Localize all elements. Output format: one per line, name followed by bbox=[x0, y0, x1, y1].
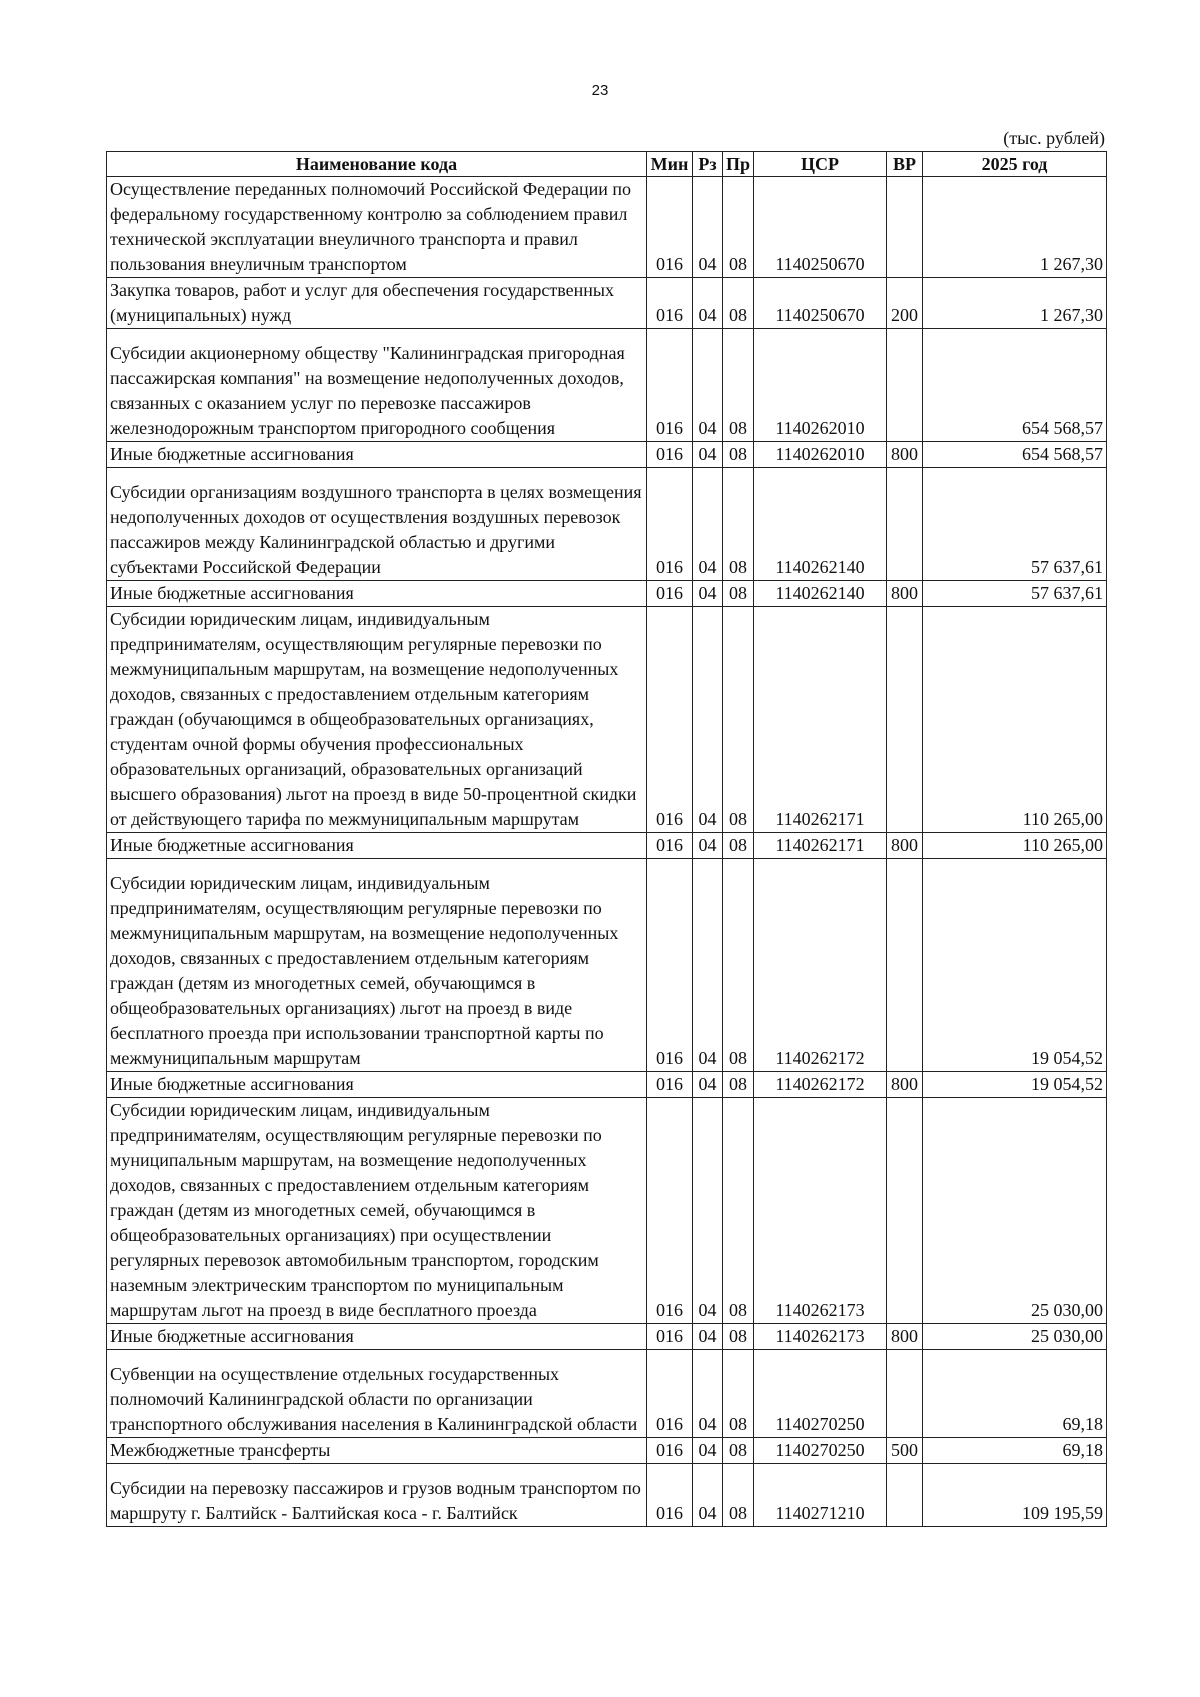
cell-min: 016 bbox=[647, 468, 693, 581]
cell-rz: 04 bbox=[693, 442, 723, 468]
table-row bbox=[107, 833, 1107, 859]
cell-min: 016 bbox=[647, 177, 693, 278]
cell-vr: 800 bbox=[887, 581, 923, 607]
cell-csr: 1140262172 bbox=[754, 1072, 887, 1098]
cell-rz: 04 bbox=[693, 1098, 723, 1324]
table-row bbox=[107, 1324, 1107, 1350]
page-number: 23 bbox=[591, 82, 609, 99]
cell-amount: 57 637,61 bbox=[923, 581, 1107, 607]
cell-name: Субсидии организациям воздушного транспорта в целях возмещения недополученных доходов от осуществления воздушных перевозок пассажиров между Калининградской областью и другими субъектами Российской Федерации bbox=[107, 468, 647, 581]
cell-csr: 1140262173 bbox=[754, 1098, 887, 1324]
cell-vr: 800 bbox=[887, 442, 923, 468]
cell-min: 016 bbox=[647, 442, 693, 468]
table-row bbox=[107, 1072, 1107, 1098]
cell-vr: 800 bbox=[887, 1324, 923, 1350]
cell-name: Субсидии юридическим лицам, индивидуальным предпринимателям, осуществляющим регулярные перевозки по муниципальным маршрутам, на возмещение недополученных доходов, связанных с предоставлением отдельным категориям граждан (детям из многодетных семей, обучающимся в общеобразовательных организациях) при осуществлении регулярных перевозок автомобильным транспортом, городским наземным электрическим транспортом по муниципальным маршрутам льгот на проезд в виде бесплатного проезда bbox=[107, 1098, 647, 1324]
table-row bbox=[107, 1438, 1107, 1464]
cell-csr: 1140250670 bbox=[754, 177, 887, 278]
cell-pr: 08 bbox=[723, 278, 754, 329]
cell-rz: 04 bbox=[693, 177, 723, 278]
cell-rz: 04 bbox=[693, 329, 723, 442]
cell-csr: 1140250670 bbox=[754, 278, 887, 329]
col-header-rz: Рз bbox=[693, 152, 723, 177]
cell-min: 016 bbox=[647, 607, 693, 833]
table-row bbox=[107, 859, 1107, 1072]
cell-name: Субсидии юридическим лицам, индивидуальным предпринимателям, осуществляющим регулярные перевозки по межмуниципальным маршрутам, на возмещение недополученных доходов, связанных с предоставлением отдельным категориям граждан (детям из многодетных семей, обучающимся в общеобразовательных организациях) льгот на проезд в виде бесплатного проезда при использовании транспортной карты по межмуниципальным маршрутам bbox=[107, 859, 647, 1072]
cell-min: 016 bbox=[647, 329, 693, 442]
cell-amount: 19 054,52 bbox=[923, 859, 1107, 1072]
cell-rz: 04 bbox=[693, 278, 723, 329]
table-row bbox=[107, 442, 1107, 468]
cell-pr: 08 bbox=[723, 329, 754, 442]
cell-rz: 04 bbox=[693, 1072, 723, 1098]
cell-vr bbox=[887, 1464, 923, 1527]
col-header-name: Наименование кода bbox=[107, 152, 647, 177]
cell-vr bbox=[887, 177, 923, 278]
cell-name: Субвенции на осуществление отдельных государственных полномочий Калининградской области по организации транспортного обслуживания населения в Калининградской области bbox=[107, 1350, 647, 1438]
table-row bbox=[107, 468, 1107, 581]
cell-min: 016 bbox=[647, 278, 693, 329]
cell-rz: 04 bbox=[693, 1350, 723, 1438]
cell-rz: 04 bbox=[693, 833, 723, 859]
cell-vr: 500 bbox=[887, 1438, 923, 1464]
cell-pr: 08 bbox=[723, 1324, 754, 1350]
cell-amount: 57 637,61 bbox=[923, 468, 1107, 581]
cell-amount: 25 030,00 bbox=[923, 1324, 1107, 1350]
cell-vr bbox=[887, 607, 923, 833]
cell-amount: 1 267,30 bbox=[923, 278, 1107, 329]
cell-pr: 08 bbox=[723, 177, 754, 278]
cell-amount: 1 267,30 bbox=[923, 177, 1107, 278]
cell-min: 016 bbox=[647, 1324, 693, 1350]
col-header-csr: ЦСР bbox=[754, 152, 887, 177]
col-header-year: 2025 год bbox=[923, 152, 1107, 177]
cell-rz: 04 bbox=[693, 581, 723, 607]
cell-pr: 08 bbox=[723, 833, 754, 859]
col-header-vr: ВР bbox=[887, 152, 923, 177]
cell-amount: 654 568,57 bbox=[923, 329, 1107, 442]
cell-name: Субсидии юридическим лицам, индивидуальным предпринимателям, осуществляющим регулярные перевозки по межмуниципальным маршрутам, на возмещение недополученных доходов, связанных с предоставлением отдельным категориям граждан (обучающимся в общеобразовательных организациях, студентам очной формы обучения профессиональных образовательных организаций, образовательных организаций высшего образования) льгот на проезд в виде 50-процентной скидки от действующего тарифа по межмуниципальным маршрутам bbox=[107, 607, 647, 833]
cell-csr: 1140262171 bbox=[754, 833, 887, 859]
cell-pr: 08 bbox=[723, 581, 754, 607]
table-row bbox=[107, 581, 1107, 607]
cell-vr bbox=[887, 329, 923, 442]
cell-pr: 08 bbox=[723, 1350, 754, 1438]
cell-min: 016 bbox=[647, 1350, 693, 1438]
cell-vr: 800 bbox=[887, 1072, 923, 1098]
cell-vr bbox=[887, 859, 923, 1072]
budget-table bbox=[106, 151, 1107, 1527]
table-row bbox=[107, 1098, 1107, 1324]
cell-amount: 25 030,00 bbox=[923, 1098, 1107, 1324]
cell-rz: 04 bbox=[693, 859, 723, 1072]
cell-csr: 1140262010 bbox=[754, 442, 887, 468]
cell-pr: 08 bbox=[723, 1098, 754, 1324]
cell-vr bbox=[887, 1098, 923, 1324]
table-row bbox=[107, 607, 1107, 833]
cell-csr: 1140262173 bbox=[754, 1324, 887, 1350]
table-row bbox=[107, 1464, 1107, 1527]
cell-rz: 04 bbox=[693, 1438, 723, 1464]
cell-rz: 04 bbox=[693, 468, 723, 581]
cell-name: Межбюджетные трансферты bbox=[107, 1438, 647, 1464]
cell-amount: 654 568,57 bbox=[923, 442, 1107, 468]
cell-csr: 1140262140 bbox=[754, 468, 887, 581]
cell-name: Иные бюджетные ассигнования bbox=[107, 833, 647, 859]
cell-min: 016 bbox=[647, 859, 693, 1072]
table-row bbox=[107, 278, 1107, 329]
units-label: (тыс. рублей) bbox=[1003, 128, 1105, 148]
cell-name: Иные бюджетные ассигнования bbox=[107, 581, 647, 607]
cell-name: Субсидии акционерному обществу "Калининградская пригородная пассажирская компания" на возмещение недополученных доходов, связанных с оказанием услуг по перевозке пассажиров железнодорожным транспортом пригородного сообщения bbox=[107, 329, 647, 442]
cell-csr: 1140262140 bbox=[754, 581, 887, 607]
col-header-pr: Пр bbox=[723, 152, 754, 177]
cell-rz: 04 bbox=[693, 607, 723, 833]
cell-csr: 1140262171 bbox=[754, 607, 887, 833]
cell-min: 016 bbox=[647, 833, 693, 859]
cell-pr: 08 bbox=[723, 1438, 754, 1464]
cell-amount: 110 265,00 bbox=[923, 607, 1107, 833]
cell-name: Субсидии на перевозку пассажиров и грузов водным транспортом по маршруту г. Балтийск - Балтийская коса - г. Балтийск bbox=[107, 1464, 647, 1527]
cell-vr bbox=[887, 1350, 923, 1438]
cell-name: Закупка товаров, работ и услуг для обеспечения государственных (муниципальных) нужд bbox=[107, 278, 647, 329]
cell-min: 016 bbox=[647, 1098, 693, 1324]
cell-min: 016 bbox=[647, 1438, 693, 1464]
cell-amount: 19 054,52 bbox=[923, 1072, 1107, 1098]
cell-name: Иные бюджетные ассигнования bbox=[107, 1072, 647, 1098]
cell-rz: 04 bbox=[693, 1464, 723, 1527]
cell-amount: 69,18 bbox=[923, 1350, 1107, 1438]
cell-csr: 1140270250 bbox=[754, 1350, 887, 1438]
cell-pr: 08 bbox=[723, 442, 754, 468]
cell-pr: 08 bbox=[723, 468, 754, 581]
cell-amount: 109 195,59 bbox=[923, 1464, 1107, 1527]
cell-vr: 200 bbox=[887, 278, 923, 329]
cell-csr: 1140262010 bbox=[754, 329, 887, 442]
cell-name: Иные бюджетные ассигнования bbox=[107, 442, 647, 468]
cell-vr: 800 bbox=[887, 833, 923, 859]
table-row bbox=[107, 177, 1107, 278]
cell-pr: 08 bbox=[723, 1464, 754, 1527]
cell-min: 016 bbox=[647, 1072, 693, 1098]
cell-csr: 1140262172 bbox=[754, 859, 887, 1072]
cell-pr: 08 bbox=[723, 607, 754, 833]
cell-vr bbox=[887, 468, 923, 581]
cell-csr: 1140271210 bbox=[754, 1464, 887, 1527]
col-header-min: Мин bbox=[647, 152, 693, 177]
cell-name: Осуществление переданных полномочий Российской Федерации по федеральному государственному контролю за соблюдением правил технической эксплуатации внеуличного транспорта и правил пользования внеуличным транспортом bbox=[107, 177, 647, 278]
table-row bbox=[107, 1350, 1107, 1438]
cell-min: 016 bbox=[647, 1464, 693, 1527]
table-row bbox=[107, 329, 1107, 442]
cell-name: Иные бюджетные ассигнования bbox=[107, 1324, 647, 1350]
table-header-row bbox=[107, 152, 1107, 177]
cell-pr: 08 bbox=[723, 859, 754, 1072]
cell-pr: 08 bbox=[723, 1072, 754, 1098]
cell-csr: 1140270250 bbox=[754, 1438, 887, 1464]
cell-amount: 69,18 bbox=[923, 1438, 1107, 1464]
cell-amount: 110 265,00 bbox=[923, 833, 1107, 859]
cell-min: 016 bbox=[647, 581, 693, 607]
cell-rz: 04 bbox=[693, 1324, 723, 1350]
